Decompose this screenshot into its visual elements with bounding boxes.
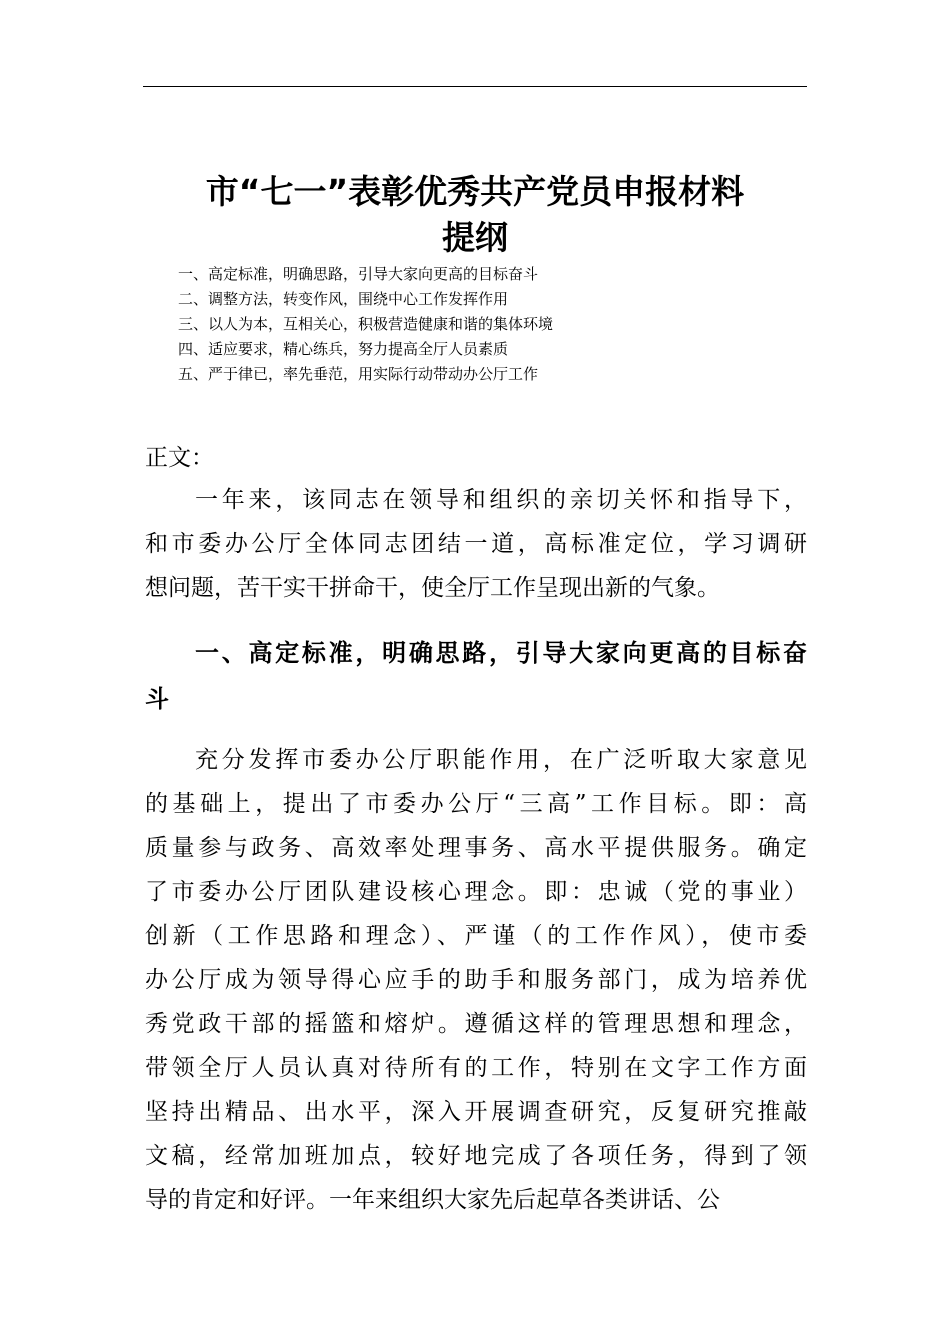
paragraph-line: 坚持出精品、出水平，深入开展调查研究，反复研究推敲 [145,1099,807,1125]
outline-item: 一、高定标准，明确思路，引导大家向更高的目标奋斗 [178,265,539,283]
paragraph-line: 导的肯定和好评。一年来组织大家先后起草各类讲话、公 [145,1187,720,1213]
heading-line: 斗 [145,685,169,713]
section-heading [145,630,807,722]
paragraph-line: 一年来，该同志在领导和组织的亲切关怀和指导下， [195,487,807,513]
intro-paragraph [145,478,807,610]
section-paragraph [145,738,807,1222]
paragraph-line: 充分发挥市委办公厅职能作用，在广泛听取大家意见 [195,747,807,773]
paragraph-line: 想问题，苦干实干拼命干，使全厅工作呈现出新的气象。 [145,575,720,601]
header-rule [143,86,807,87]
outline-item: 四、适应要求，精心练兵，努力提高全厅人员素质 [178,340,509,358]
paragraph-line: 了市委办公厅团队建设核心理念。即：忠诚（党的事业） [145,879,807,905]
outline-item: 五、严于律已，率先垂范，用实际行动带动办公厅工作 [178,365,539,383]
outline-item: 二、调整方法，转变作风，围绕中心工作发挥作用 [178,290,509,308]
paragraph-line: 办公厅成为领导得心应手的助手和服务部门，成为培养优 [145,967,807,993]
body-label: 正文： [145,445,214,471]
paragraph-line: 和市委办公厅全体同志团结一道，高标准定位，学习调研 [145,531,807,557]
paragraph-line: 质量参与政务、高效率处理事务、高水平提供服务。确定 [145,835,807,861]
paragraph-line: 秀党政干部的摇篮和熔炉。遵循这样的管理思想和理念， [145,1011,807,1037]
outline-item: 三、以人为本，互相关心，积极营造健康和谐的集体环境 [178,315,554,333]
paragraph-line: 文稿，经常加班加点，较好地完成了各项任务，得到了领 [145,1143,807,1169]
paragraph-line: 创新（工作思路和理念）、严谨（的工作作风），使市委 [145,923,807,949]
outline-list [178,262,553,387]
paragraph-line: 的基础上，提出了市委办公厅“三高”工作目标。即：高 [145,791,807,817]
document-title-continued: 提纲 [442,218,508,257]
document-title: 市“七一”表彰优秀共产党员申报材料 [205,172,745,211]
heading-line: 一、高定标准，明确思路，引导大家向更高的目标奋 [195,639,807,667]
paragraph-line: 带领全厅人员认真对待所有的工作，特别在文字工作方面 [145,1055,807,1081]
